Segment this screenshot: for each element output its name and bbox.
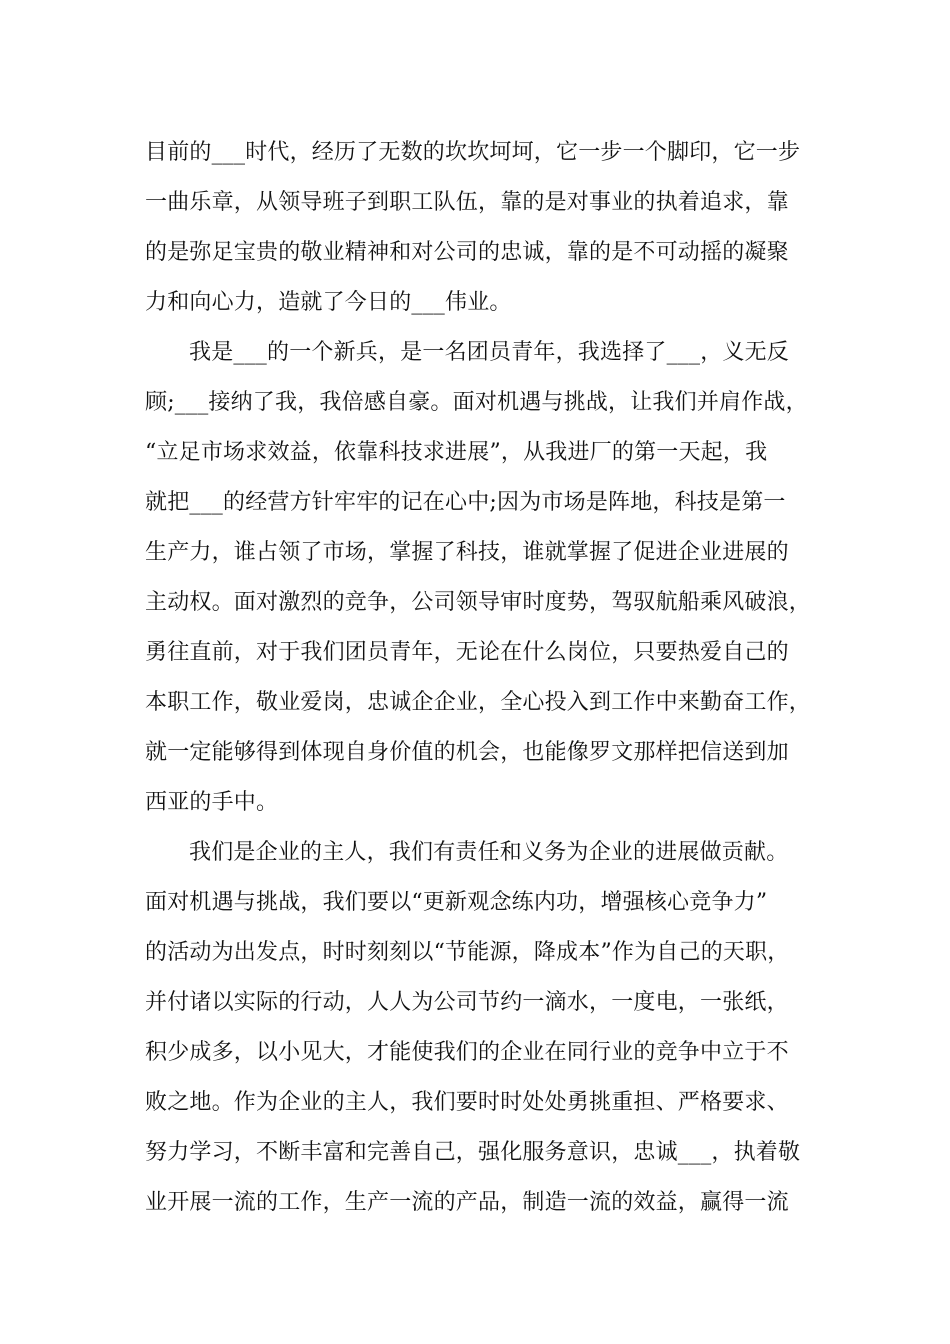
text-line: 勇往直前，对于我们团员青年，无论在什么岗位，只要热爱自己的 [145, 640, 789, 665]
body-text [145, 128, 825, 1228]
text-line: 力和向心力，造就了今日的___伟业。 [145, 290, 512, 315]
text-line: 并付诸以实际的行动，人人为公司节约一滴水，一度电，一张纸， [145, 990, 789, 1015]
text-line: 目前的___时代，经历了无数的坎坎坷坷，它一步一个脚印，它一步 [145, 140, 801, 165]
text-line: 本职工作，敬业爱岗，忠诚企企业，全心投入到工作中来勤奋工作， [145, 690, 812, 715]
paragraph-start-line: 我是___的一个新兵，是一名团员青年，我选择了___，义无反 [189, 340, 790, 365]
text-line: 生产力，谁占领了市场，掌握了科技，谁就掌握了促进企业进展的 [145, 540, 789, 565]
text-line: 面对机遇与挑战，我们要以“更新观念练内功，增强核心竞争力” [145, 890, 768, 915]
text-line: 努力学习，不断丰富和完善自己，强化服务意识，忠诚___，执着敬 [145, 1140, 801, 1165]
text-line: 西亚的手中。 [145, 790, 279, 815]
text-line: 的是弥足宝贵的敬业精神和对公司的忠诚，靠的是不可动摇的凝聚 [145, 240, 789, 265]
text-line: 积少成多，以小见大，才能使我们的企业在同行业的竞争中立于不 [145, 1040, 789, 1065]
text-line: 就把___的经营方针牢牢的记在心中;因为市场是阵地，科技是第一 [145, 490, 786, 515]
text-line: 顾;___接纳了我，我倍感自豪。面对机遇与挑战，让我们并肩作战， [145, 390, 808, 415]
text-line: 的活动为出发点，时时刻刻以“节能源，降成本”作为自己的天职， [145, 940, 790, 965]
text-line: 主动权。面对激烈的竞争，公司领导审时度势，驾驭航船乘风破浪， [145, 590, 812, 615]
text-line: “立足市场求效益，依靠科技求进展”，从我进厂的第一天起，我 [145, 440, 768, 465]
text-line: 败之地。作为企业的主人，我们要时时处处勇挑重担、严格要求、 [145, 1090, 789, 1115]
paragraph-start-line: 我们是企业的主人，我们有责任和义务为企业的进展做贡献。 [189, 840, 789, 865]
text-line: 就一定能够得到体现自身价值的机会，也能像罗文那样把信送到加 [145, 740, 789, 765]
text-line: 业开展一流的工作，生产一流的产品，制造一流的效益，赢得一流 [145, 1190, 789, 1215]
text-line: 一曲乐章，从领导班子到职工队伍，靠的是对事业的执着追求，靠 [145, 190, 789, 215]
